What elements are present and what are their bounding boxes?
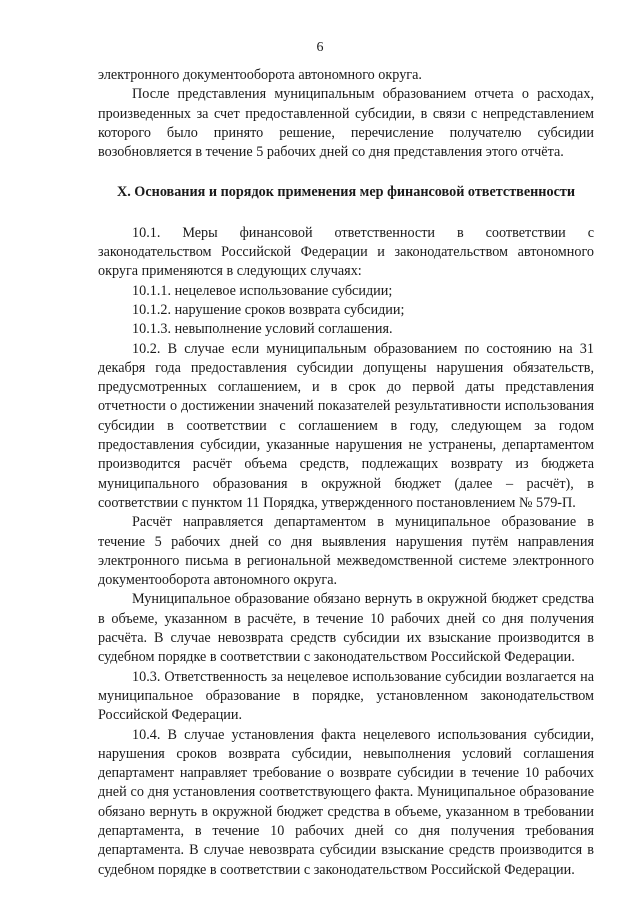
paragraph-continuation: электронного документооборота автономного округа. xyxy=(98,67,422,83)
document-body xyxy=(98,66,594,880)
paragraph-10-1: 10.1. Меры финансовой ответственности в соответствии с законодательством Российской Федерации и законодательством автономного округа применяются в следующих случаях: xyxy=(98,224,594,280)
paragraph: Расчёт направляется департаментом в муниципальное образование в течение 5 рабочих дней со дня выявления нарушения путём направления электронного письма в региональной межведомственной системе электронного документооборота автономного округа. xyxy=(98,514,594,589)
paragraph-10-1-1: 10.1.1. нецелевое использование субсидии; xyxy=(132,282,393,299)
paragraph-10-1-2: 10.1.2. нарушение сроков возврата субсидии; xyxy=(132,301,405,318)
paragraph-10-1-3: 10.1.3. невыполнение условий соглашения. xyxy=(132,321,393,338)
section-heading: X. Основания и порядок применения мер финансовой ответственности xyxy=(116,184,576,201)
page-number: 6 xyxy=(316,40,324,55)
paragraph: После представления муниципальным образованием отчета о расходах, произведенных за счет предоставленной субсидии, в связи с непредставлением которого было принято решение, перечисление получателю субсидии возобновляется в течение 5 рабочих дней со дня представления этого отчёта. xyxy=(98,86,594,161)
paragraph-10-4: 10.4. В случае установления факта нецелевого использования субсидии, нарушения сроков возврата субсидии, невыполнения условий соглашения департамент направляет требование о возврате субсидии в течение 10 рабочих дней со дня установления соответствующего факта. Муниципальное образование обязано вернуть в окружной бюджет средства в объеме, указанном в требовании департамента, в течение 10 рабочих дней со дня получения требования департамента. В случае невозврата субсидии взыскание средств производится в судебном порядке в соответствии с законодательством Российской Федерации. xyxy=(98,726,594,878)
paragraph: Муниципальное образование обязано вернуть в окружной бюджет средства в объеме, указанном в расчёте, в течение 10 рабочих дней со дня получения расчёта. В случае невозврата средств субсидии их взыскание производится в судебном порядке в соответствии с законодательством Российской Федерации. xyxy=(98,591,594,666)
paragraph-10-3: 10.3. Ответственность за нецелевое использование субсидии возлагается на муниципальное образование в порядке, установленном законодательством Российской Федерации. xyxy=(98,668,594,724)
paragraph-10-2: 10.2. В случае если муниципальным образованием по состоянию на 31 декабря года предоставления субсидии допущены нарушения обязательств, предусмотренных соглашением, и в срок до первой даты представления отчетности о достижении значений показателей результативности использования субсидии в соответствии с соглашением в году, следующем за годом предоставления субсидии, указанные нарушения не устранены, департаментом производится расчёт объема средств, подлежащих возврату из бюджета муниципального образования в окружной бюджет (далее – расчёт), в соответствии с пунктом 11 Порядка, утвержденного постановлением № 579-П. xyxy=(98,340,594,511)
